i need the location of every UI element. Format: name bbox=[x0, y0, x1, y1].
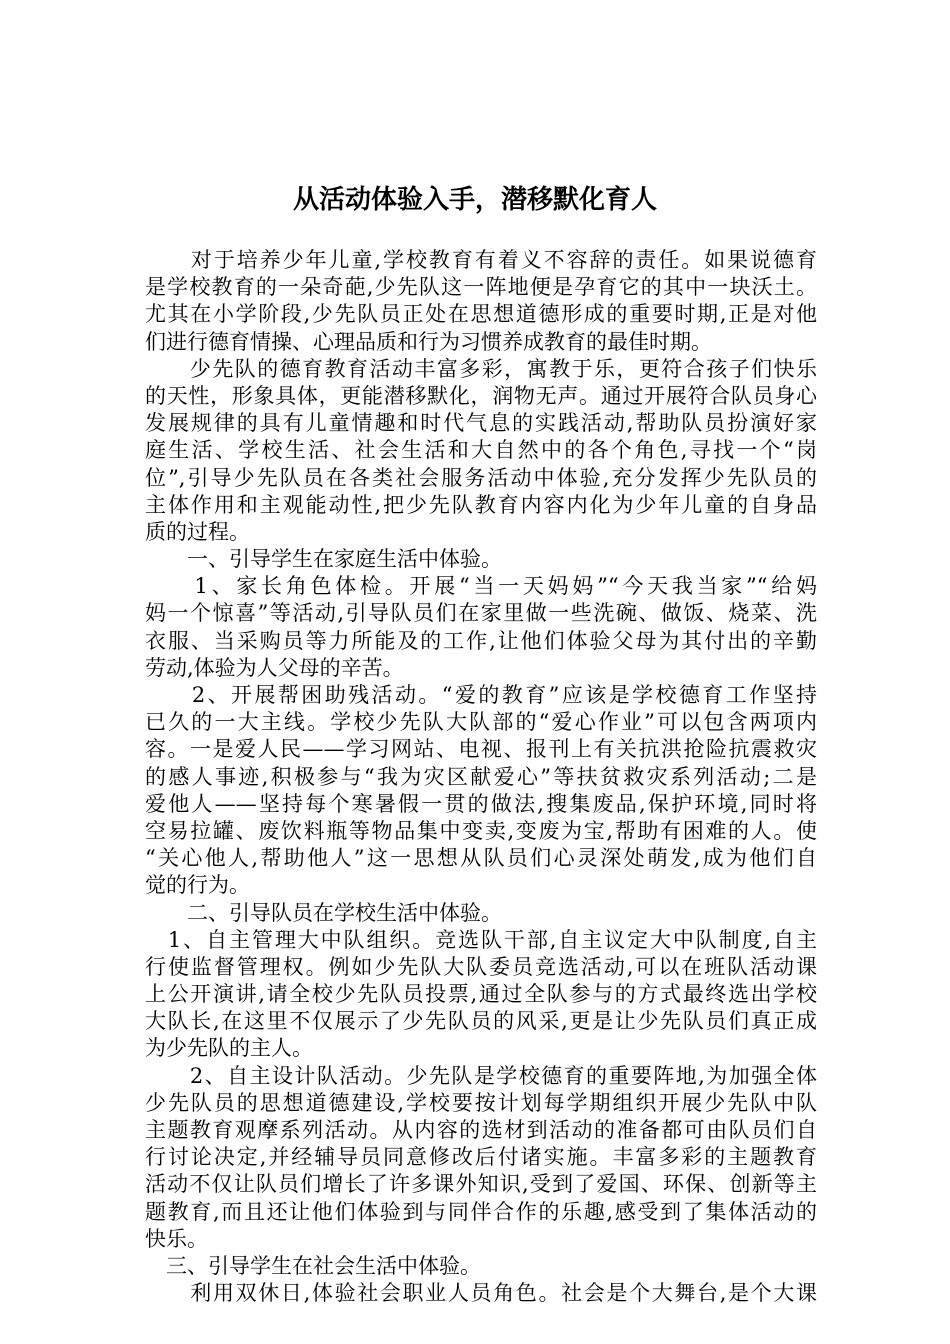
body-line: 们进行德育情操、心理品质和行为习惯养成教育的最佳时期。 bbox=[145, 329, 712, 354]
body-line: 主体作用和主观能动性,把少先队教育内容内化为少年儿童的自身品 bbox=[145, 492, 817, 517]
body-line: 2、自主设计队活动。少先队是学校德育的重要阵地,为加强全体 bbox=[145, 1063, 817, 1088]
body-line: 对于培养少年儿童,学校教育有着义不容辞的责任。如果说德育 bbox=[145, 248, 817, 272]
body-line: 庭生活、学校生活、社会生活和大自然中的各个角色,寻找一个“岗 bbox=[145, 438, 817, 463]
body-line: 爱他人——坚持每个寒暑假一贯的做法,搜集废品,保护环境,同时将 bbox=[145, 791, 817, 816]
body-line: 三、引导学生在社会生活中体验。 bbox=[145, 1253, 481, 1278]
body-line: 上公开演讲,请全校少先队员投票,通过全队参与的方式最终选出学校 bbox=[145, 982, 817, 1007]
body-line: 是学校教育的一朵奇葩,少先队这一阵地便是孕育它的其中一块沃土。 bbox=[145, 275, 817, 300]
body-line: 1、家长角色体检。开展“当一天妈妈”“今天我当家”“给妈 bbox=[145, 574, 817, 599]
body-line: “关心他人,帮助他人”这一思想从队员们心灵深处萌发,成为他们自 bbox=[145, 846, 817, 871]
body-line: 质的过程。 bbox=[145, 519, 250, 544]
body-line: 为少先队的主人。 bbox=[145, 1036, 313, 1061]
body-line: 行讨论决定,并经辅导员同意修改后付诸实施。丰富多彩的主题教育 bbox=[145, 1145, 817, 1170]
body-line: 觉的行为。 bbox=[145, 873, 250, 898]
body-line: 2、开展帮困助残活动。“爱的教育”应该是学校德育工作坚持 bbox=[145, 683, 817, 707]
body-line: 位”,引导少先队员在各类社会服务活动中体验,充分发挥少先队员的 bbox=[145, 465, 817, 490]
body-line: 少先队员的思想道德建设,学校要按计划每学期组织开展少先队中队 bbox=[145, 1090, 817, 1115]
body-line: 二、引导队员在学校生活中体验。 bbox=[145, 900, 502, 925]
body-line: 主题教育观摩系列活动。从内容的选材到活动的准备都可由队员们自 bbox=[145, 1118, 817, 1142]
body-line: 一、引导学生在家庭生活中体验。 bbox=[145, 547, 502, 572]
body-line: 发展规律的具有儿童情趣和时代气息的实践活动,帮助队员扮演好家 bbox=[145, 411, 817, 436]
body-line: 活动不仅让队员们增长了许多课外知识,受到了爱国、环保、创新等主 bbox=[145, 1172, 817, 1197]
body-line: 衣服、当采购员等力所能及的工作,让他们体验父母为其付出的辛勤 bbox=[145, 628, 817, 653]
body-line: 容。一是爱人民——学习网站、电视、报刊上有关抗洪抢险抗震救灾 bbox=[145, 737, 817, 762]
document-title: 从活动体验入手，潜移默化育人 bbox=[292, 185, 657, 215]
body-line: 尤其在小学阶段,少先队员正处在思想道德形成的重要时期,正是对他 bbox=[145, 302, 817, 327]
body-line: 题教育,而且还让他们体验到与同伴合作的乐趣,感受到了集体活动的 bbox=[145, 1199, 817, 1224]
body-line: 快乐。 bbox=[145, 1226, 208, 1251]
body-line: 劳动,体验为人父母的辛苦。 bbox=[145, 655, 404, 680]
body-line: 行使监督管理权。例如少先队大队委员竞选活动,可以在班队活动课 bbox=[145, 954, 817, 979]
body-line: 空易拉罐、废饮料瓶等物品集中变卖,变废为宝,帮助有困难的人。使 bbox=[145, 818, 817, 843]
document-body bbox=[145, 247, 817, 1307]
body-line: 大队长,在这里不仅展示了少先队员的风采,更是让少先队员们真正成 bbox=[145, 1009, 817, 1034]
body-line: 的天性，形象具体，更能潜移默化，润物无声。通过开展符合队员身心 bbox=[145, 383, 817, 408]
body-line: 利用双休日,体验社会职业人员角色。社会是个大舞台,是个大课 bbox=[145, 1281, 817, 1306]
body-line: 的感人事迹,积极参与“我为灾区献爱心”等扶贫救灾系列活动;二是 bbox=[145, 764, 817, 789]
body-line: 少先队的德育教育活动丰富多彩，寓教于乐，更符合孩子们快乐 bbox=[145, 356, 817, 381]
body-line: 1、自主管理大中队组织。竞选队干部,自主议定大中队制度,自主 bbox=[145, 927, 817, 952]
body-line: 妈一个惊喜”等活动,引导队员们在家里做一些洗碗、做饭、烧菜、洗 bbox=[145, 601, 817, 626]
body-line: 已久的一大主线。学校少先队大队部的“爱心作业”可以包含两项内 bbox=[145, 710, 817, 735]
